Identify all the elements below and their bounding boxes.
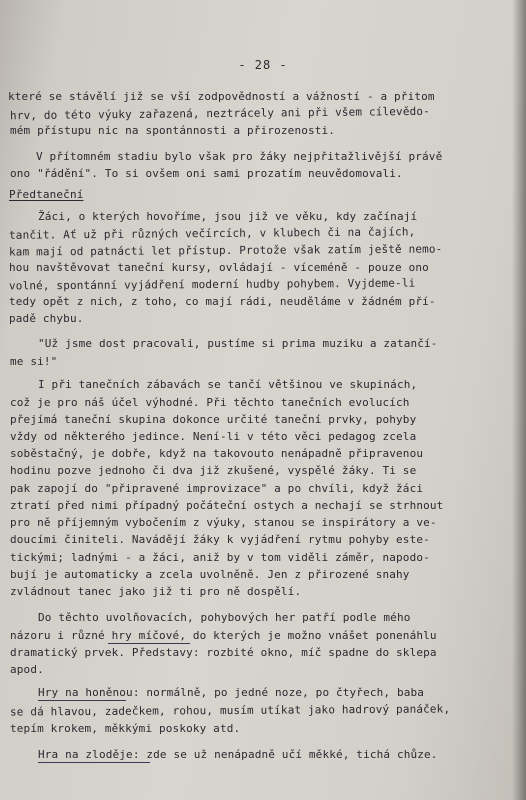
page-number: - 28 -	[238, 58, 288, 72]
text-line: bují je automaticky a zcela uvolněně. Jen z přirozené snahy	[10, 568, 410, 581]
text-line: tickými; ladnými - a žáci, aniž by v tom viděli záměr, napodo-	[10, 551, 430, 564]
text-line: pro ně příjemným vybočením z výuky, stanou se inspirátory a ve-	[10, 516, 437, 529]
text-line: vždy od některého jedince. Není-li v této věci pedagog zcela	[10, 430, 417, 443]
text-line: tančit. Ať už při různých večírcích, v klubech či na čajích,	[8, 225, 416, 242]
text-line: apod.	[10, 663, 44, 676]
text-line: se dá hlavou, zadečkem, rohou, musím utíkat jako hadrový panáček,	[9, 702, 451, 719]
text-line: doucími činiteli. Navádějí žáky k vyjádření rytmu pohyby este-	[10, 533, 430, 546]
text-line: mém přístupu nic na spontánnosti a přirozenosti.	[10, 124, 336, 137]
text-line: Do těchto uvolňovacích, pohybových her patří podle mého	[38, 611, 411, 624]
text-line: přejímá taneční skupina dokonce určité taneční prvky, pohyby	[10, 413, 417, 426]
text-line: Hra na zloděje: zde se už nenápadně učí měkké, tichá chůze.	[38, 748, 438, 761]
text-line: hrv, do této výuky zařazená, neztrácely ani při všem cílevědo-	[9, 104, 430, 123]
text-line: ztratí před nimi případný počáteční ostych a nechají se strhnout	[10, 499, 444, 512]
text-line: hou navštěvovat taneční kursy, ovládají - víceméně - pouze ono	[9, 261, 429, 274]
text-line: názoru i různé hry míčové, do kterých je možno vnášet ponenáhlu	[10, 629, 437, 642]
text-line: me si!"	[10, 355, 58, 368]
text-line: ono "řádění". To si ovšem oni sami prozatím neuvědomovali.	[10, 167, 403, 180]
text-line: které se stávělí již se vší zodpovědností a vážností - a přitom	[8, 90, 435, 103]
text-line: kam mají od patnácti let přístup. Protože však zatím ještě nemo-	[8, 242, 443, 259]
section-heading: Předtaneční	[9, 188, 84, 201]
pen-underline	[38, 700, 126, 701]
text-line: V přítomném stadiu bylo však pro žáky nejpřitažlivější právě	[36, 150, 443, 163]
text-line: padě chybu.	[9, 312, 84, 325]
pen-underline	[38, 762, 150, 763]
text-line: pak zapojí do "připravené improvizace" a po chvíli, když žáci	[10, 482, 424, 495]
text-line: volné, spontánní vyjádření moderní hudby pohybem. Vyjdeme-li	[8, 276, 416, 293]
text-line: I při tanečních zábavách se tančí většinou ve skupinách,	[38, 378, 418, 391]
text-line: tedy opět z nich, z toho, co mají rádi, neuděláme v žádném pří-	[9, 295, 436, 308]
text-line: Hry na honěnou: normálně, po jedné noze, po čtyřech, baba	[38, 686, 425, 699]
pen-underline	[108, 643, 190, 644]
text-line: tepím krokem, měkkými poskoky atd.	[10, 722, 241, 735]
text-line: "Už jsme dost pracovali, pustíme si prima muziku a zatančí-	[38, 337, 438, 350]
text-line: soběstačný, je dobře, když na takovouto nenápadně připravenou	[10, 447, 424, 460]
text-line: zvládnout tanec jako již ti pro ně dospělí.	[10, 585, 302, 598]
text-line: dramatický prvek. Představy: rozbité okno, míč spadne do sklepa	[10, 646, 437, 659]
text-line: což je pro náš účel výhodné. Při těchto tanečních evolucích	[10, 396, 410, 409]
text-line: hodinu pozve jednoho či dva již zkušené, vyspělé žáky. Ti se	[10, 464, 417, 477]
text-line: Žáci, o kterých hovoříme, jsou již ve věku, kdy začínají	[38, 210, 418, 223]
